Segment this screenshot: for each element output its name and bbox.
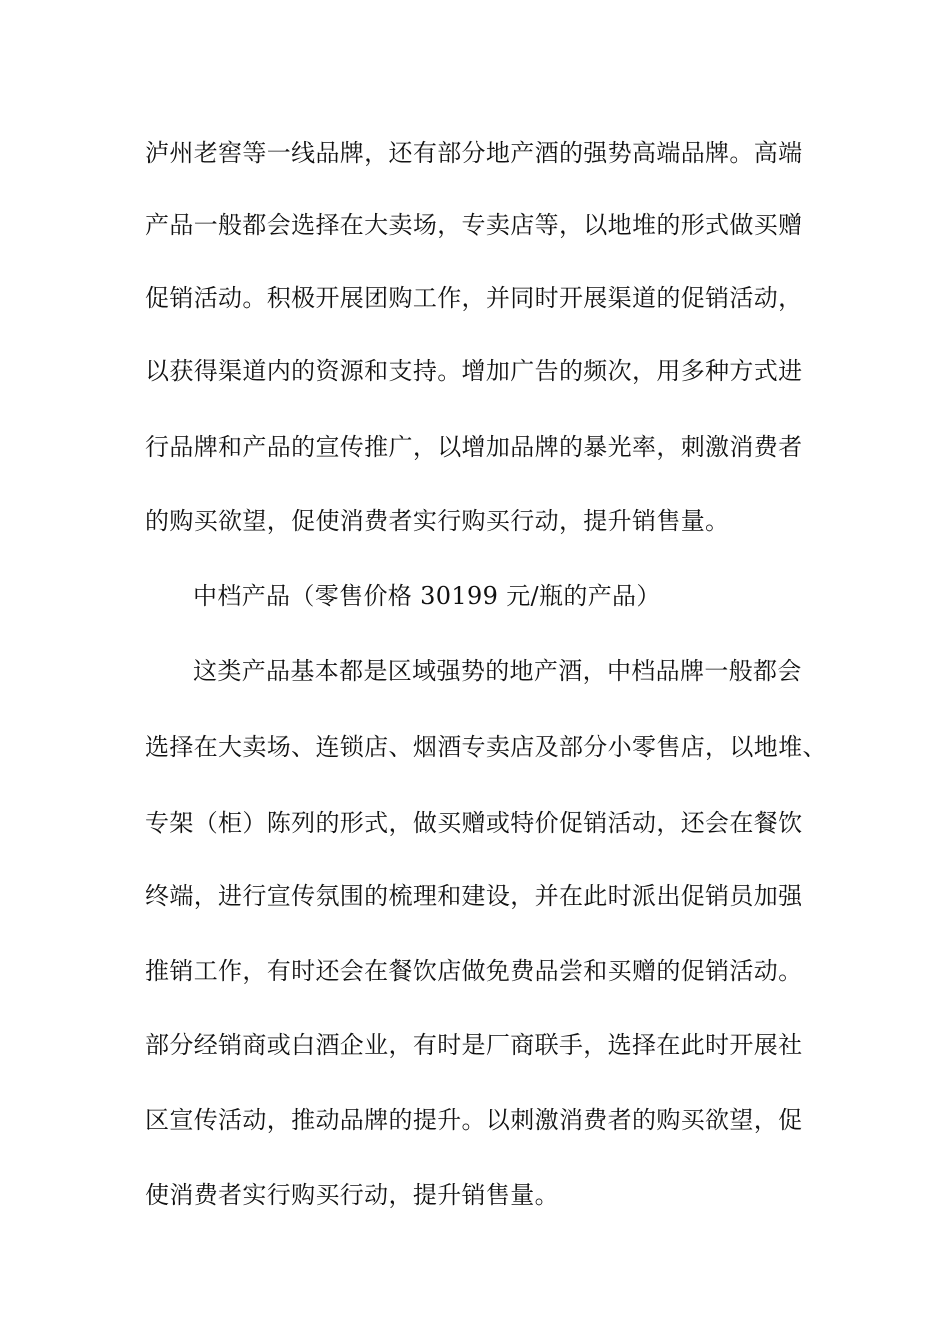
body-text-line: 行品牌和产品的宣传推广，以增加品牌的暴光率，刺激消费者 [145, 433, 803, 461]
body-text-line: 这类产品基本都是区域强势的地产酒，中档品牌一般都会 [193, 657, 802, 685]
body-text-line: 推销工作，有时还会在餐饮店做免费品尝和买赠的促销活动。 [145, 957, 803, 985]
body-text-line: 选择在大卖场、连锁店、烟酒专卖店及部分小零售店，以地堆、 [145, 733, 827, 761]
body-text-line: 终端，进行宣传氛围的梳理和建设，并在此时派出促销员加强 [145, 882, 803, 910]
body-text-line: 促销活动。积极开展团购工作，并同时开展渠道的促销活动， [145, 284, 803, 312]
body-text-line: 区宣传活动，推动品牌的提升。以刺激消费者的购买欲望，促 [145, 1106, 803, 1134]
section-heading: 中档产品（零售价格 30199 元/瓶的产品） [193, 582, 661, 610]
body-text-line: 以获得渠道内的资源和支持。增加广告的频次，用多种方式进 [145, 357, 803, 385]
body-text-line: 的购买欲望，促使消费者实行购买行动，提升销售量。 [145, 507, 730, 535]
body-text-line: 产品一般都会选择在大卖场，专卖店等，以地堆的形式做买赠 [145, 211, 803, 239]
body-text-line: 专架（柜）陈列的形式，做买赠或特价促销活动，还会在餐饮 [145, 809, 803, 837]
body-text-line: 泸州老窖等一线品牌，还有部分地产酒的强势高端品牌。高端 [145, 139, 803, 167]
body-text-line: 部分经销商或白酒企业，有时是厂商联手，选择在此时开展社 [145, 1031, 803, 1059]
body-text-line: 使消费者实行购买行动，提升销售量。 [145, 1181, 559, 1209]
